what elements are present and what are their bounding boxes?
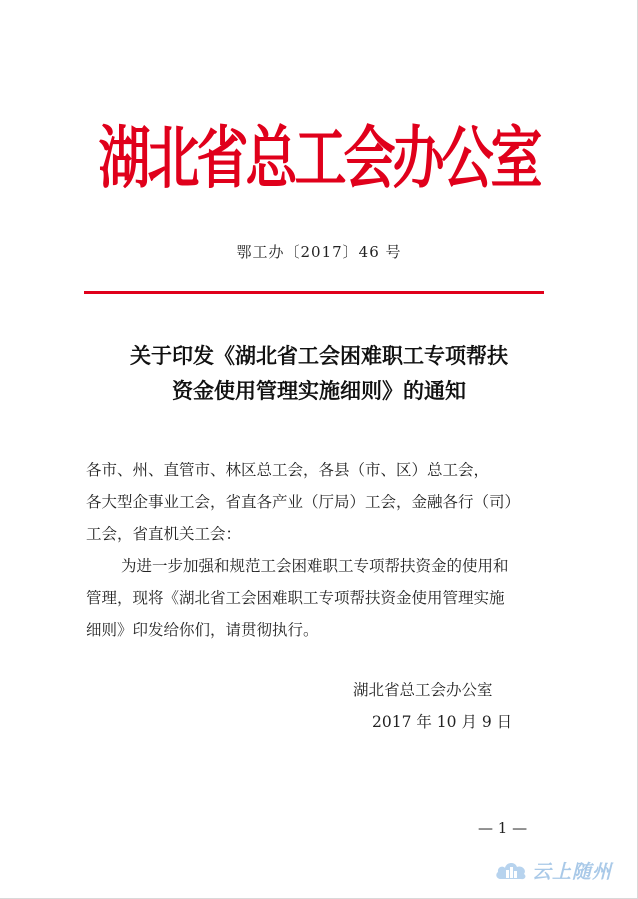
- red-divider-line: [84, 291, 544, 294]
- document-title: [84, 338, 554, 408]
- watermark: [494, 856, 612, 884]
- addressee-line-1: 各市、州、直管市、林区总工会，各县（市、区）总工会，: [86, 461, 490, 479]
- addressee-line-3: 工会，省直机关工会：: [86, 525, 242, 543]
- document-number: 鄂工办〔2017〕46 号: [236, 243, 402, 261]
- paragraph-line-3: 细则》印发给你们，请贯彻执行。: [86, 621, 319, 639]
- paragraph-line-2: 管理，现将《湖北省工会困难职工专项帮扶资金使用管理实施: [86, 589, 505, 607]
- document-title-line-2: 资金使用管理实施细则》的通知: [172, 378, 466, 403]
- page-number: — 1 —: [478, 819, 528, 837]
- signature-date: 2017 年 10 月 9 日: [372, 713, 513, 731]
- cloud-city-icon: [494, 857, 528, 883]
- watermark-text: 云上随州: [532, 860, 613, 883]
- paragraph-line-1: 为进一步加强和规范工会困难职工专项帮扶资金的使用和: [121, 557, 509, 575]
- addressee-line-2: 各大型企事业工会，省直各产业（厅局）工会，金融各行（司）: [86, 493, 521, 511]
- document-body: [86, 454, 554, 646]
- signature-organization: 湖北省总工会办公室: [353, 681, 493, 699]
- document-title-line-1: 关于印发《湖北省工会困难职工专项帮扶: [130, 343, 508, 368]
- issuing-organization-header: 湖北省总工会办公室: [98, 119, 540, 199]
